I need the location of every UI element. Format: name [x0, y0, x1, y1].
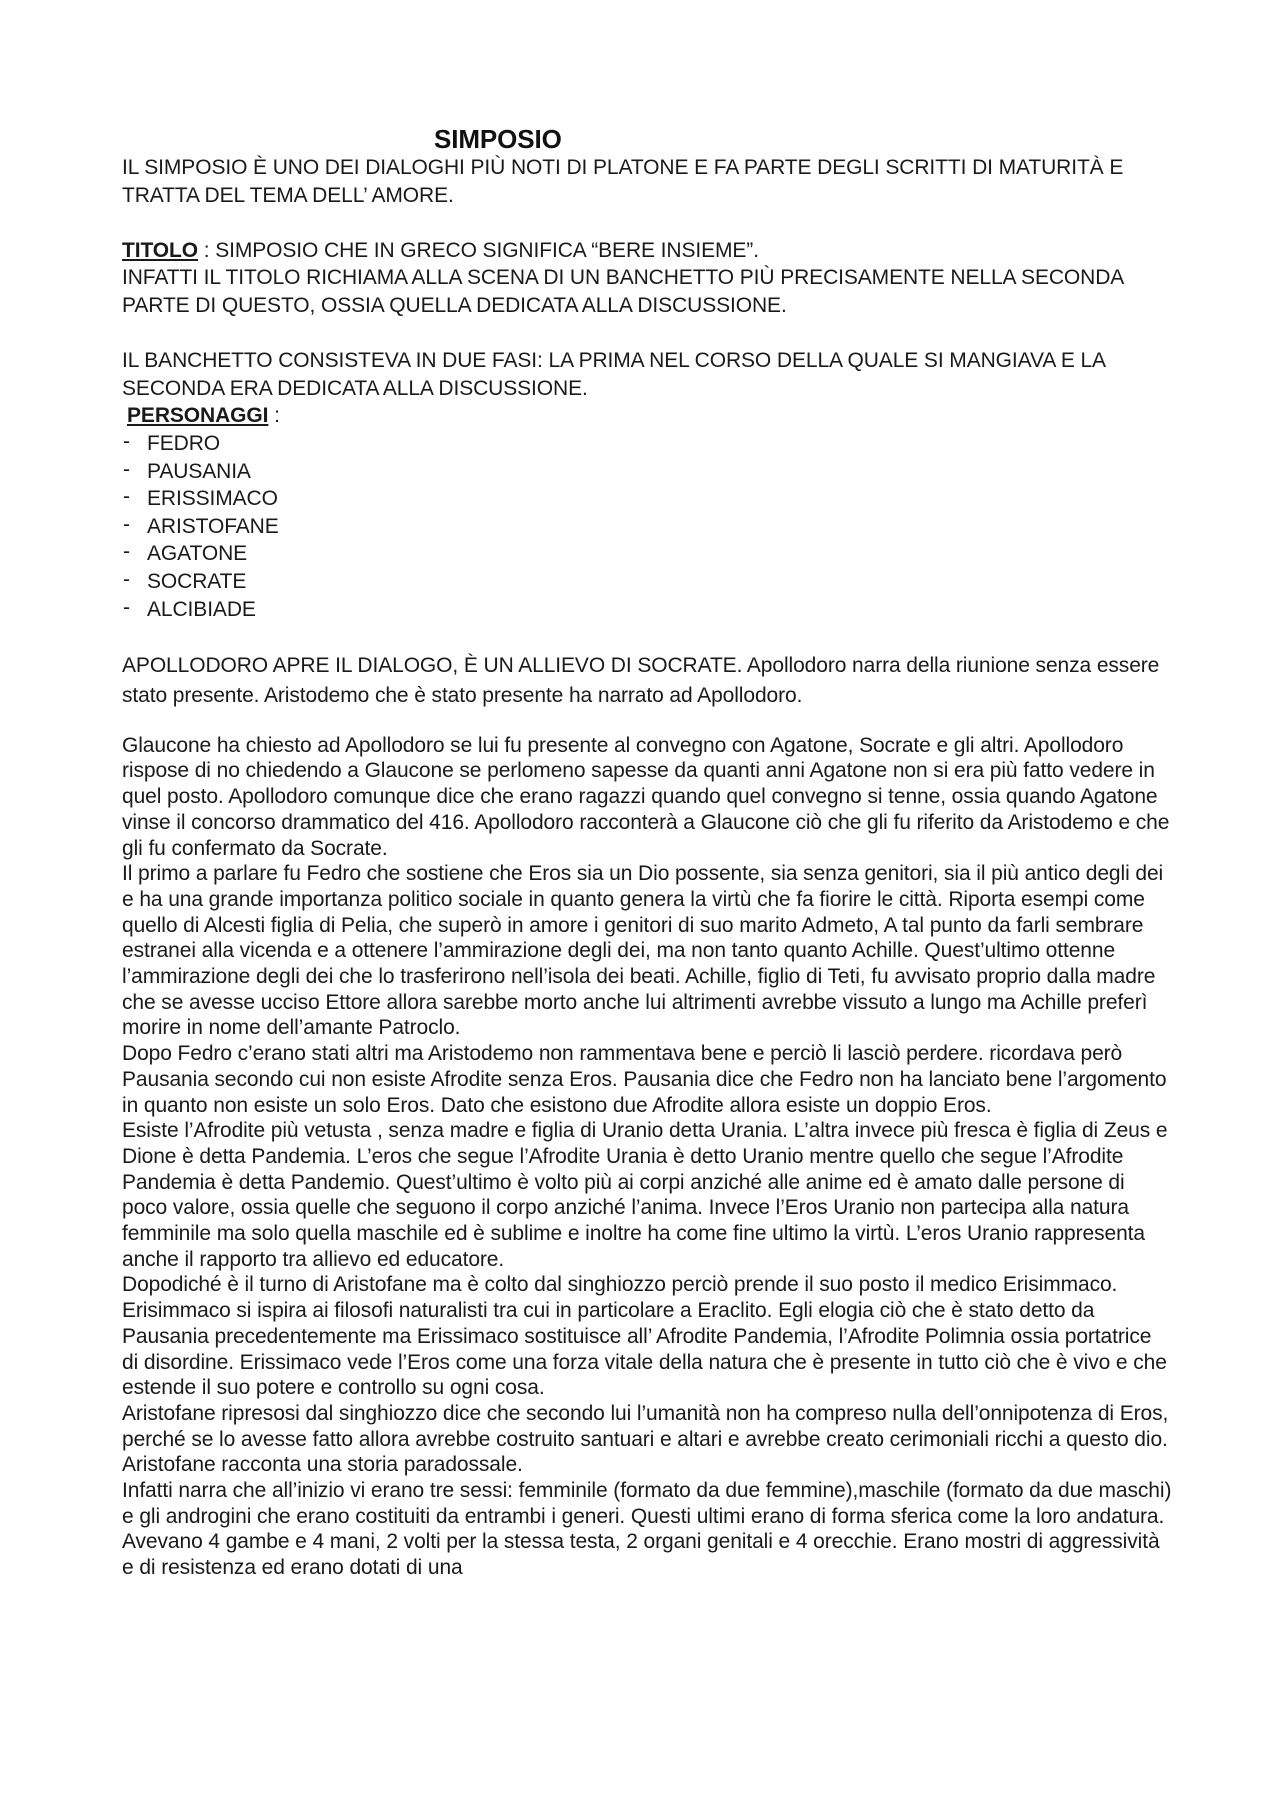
personaggi-suffix: :	[268, 404, 280, 428]
spacer	[122, 320, 1172, 348]
body-paragraph: Dopodiché è il turno di Aristofane ma è colto dal singhiozzo perciò prende il suo posto il medico Erisimmaco.	[122, 1273, 1118, 1297]
character-name: FEDRO	[147, 431, 221, 455]
list-dash: -	[123, 567, 130, 591]
banchetto-paragraph: IL BANCHETTO CONSISTEVA IN DUE FASI: LA PRIMA NEL CORSO DELLA QUALE SI MANGIAVA E LA SECONDA ERA DEDICATA ALLA DISCUSSIONE.	[122, 349, 1105, 400]
characters-list	[122, 430, 1172, 623]
character-item	[122, 458, 1172, 486]
character-name: PAUSANIA	[147, 459, 251, 483]
apollodoro-paragraph: APOLLODORO APRE IL DIALOGO, È UN ALLIEVO DI SOCRATE. Apollodoro narra della riunione senza essere stato presente. Aristodemo che è stato presente ha narrato ad Apollodoro.	[122, 653, 1160, 707]
list-dash: -	[123, 429, 130, 453]
character-item	[122, 430, 1172, 458]
list-dash: -	[123, 457, 130, 481]
character-name: ARISTOFANE	[147, 514, 279, 538]
titolo-continuation: INFATTI IL TITOLO RICHIAMA ALLA SCENA DI UN BANCHETTO PIÙ PRECISAMENTE NELLA SECONDA PARTE DI QUESTO, OSSIA QUELLA DEDICATA ALLA DISCUSSIONE.	[122, 266, 1124, 317]
body-text	[122, 733, 1172, 1581]
personaggi-label: PERSONAGGI	[127, 404, 269, 428]
body-paragraph: Esiste l’Afrodite più vetusta , senza madre e figlia di Uranio detta Urania. L’altra invece più fresca è figlia di Zeus e Dione è detta Pandemia. L’eros che segue l’Afrodite Urania è detto Uranio mentre quello che segue l’Afrodite Pandemia è detta Pandemio. Quest’ultimo è volto più ai corpi anziché alle anime ed è amato dalle persone di poco valore, ossia quelle che seguono il corpo anziché l’anima. Invece l’Eros Uranio non partecipa alla natura femminile ma solo quella maschile ed è sublime e inoltre ha come fine ultimo la virtù. L’eros Uranio rappresenta anche il rapporto tra allievo ed educatore.	[122, 1119, 1168, 1271]
intro-paragraph: IL SIMPOSIO È UNO DEI DIALOGHI PIÙ NOTI DI PLATONE E FA PARTE DEGLI SCRITTI DI MATURITÀ E TRATTA DEL TEMA DELL’ AMORE.	[122, 156, 1124, 207]
list-dash: -	[123, 595, 130, 619]
personaggi-heading	[122, 402, 1172, 430]
titolo-label: TITOLO	[122, 238, 199, 262]
titolo-paragraph	[122, 237, 1172, 265]
character-item	[122, 540, 1172, 568]
character-item	[122, 513, 1172, 541]
spacer	[122, 209, 1172, 237]
body-paragraph: Dopo Fedro c’erano stati altri ma Aristodemo non rammentava bene e perciò li lasciò perdere. ricordava però Pausania secondo cui non esiste Afrodite senza Eros. Pausania dice che Fedro non ha lanciato bene l’argomento in quanto non esiste un solo Eros. Dato che esistono due Afrodite allora esiste un doppio Eros.	[122, 1042, 1167, 1117]
list-dash: -	[123, 540, 130, 564]
character-item	[122, 596, 1172, 624]
list-dash: -	[123, 485, 130, 509]
body-paragraph: Infatti narra che all’inizio vi erano tre sessi: femminile (formato da due femmine),maschile (formato da due maschi) e gli androgini che erano costituiti da entrambi i generi. Questi ultimi erano di forma sferica come la loro andatura. Avevano 4 gambe e 4 mani, 2 volti per la stessa testa, 2 organi genitali e 4 orecchie. Erano mostri di aggressività e di resistenza ed erano dotati di una	[122, 1479, 1172, 1580]
body-paragraph: Glaucone ha chiesto ad Apollodoro se lui fu presente al convegno con Agatone, Socrate e gli altri. Apollodoro rispose di no chiedendo a Glaucone se perlomeno sapesse da quanti anni Agatone non si era più fatto vedere in quel posto. Apollodoro comunque dice che erano ragazzi quando quel convegno si tenne, ossia quando Agatone vinse il concorso drammatico del 416. Apollodoro racconterà a Glaucone ciò che gli fu riferito da Aristodemo e che gli fu confermato da Socrate.	[122, 733, 1170, 860]
body-paragraph: Il primo a parlare fu Fedro che sostiene che Eros sia un Dio possente, sia senza genitori, sia il più antico degli dei e ha una grande importanza politico sociale in quanto genera la virtù che fa fiorire le città. Riporta esempi come quello di Alcesti figlia di Pelia, che superò in amore i genitori di suo marito Admeto, A tal punto da farli sembrare estranei alla vicenda e a ottenere l’ammirazione degli dei, ma non tanto quanto Achille. Quest’ultimo ottenne l’ammirazione degli dei che lo trasferirono nell’isola dei beati. Achille, figlio di Teti, fu avvisato proprio dalla madre che se avesse ucciso Ettore allora sarebbe morto anche lui altrimenti avrebbe vissuto a lungo ma Achille preferì morire in nome dell’amante Patroclo.	[122, 862, 1164, 1040]
titolo-text: : SIMPOSIO CHE IN GRECO SIGNIFICA “BERE INSIEME”.	[198, 238, 759, 262]
character-item	[122, 485, 1172, 513]
body-paragraph: Erisimmaco si ispira ai filosofi naturalisti tra cui in particolare a Eraclito. Egli elogia ciò che è stato detto da Pausania precedentemente ma Erissimaco sostituisce all’ Afrodite Pandemia, l’Afrodite Polimnia ossia portatrice di disordine. Erissimaco vede l’Eros come una forza vitale della natura che è presente in tutto ciò che è vivo e che estende il suo potere e controllo su ogni cosa.	[122, 1299, 1167, 1400]
character-name: ERISSIMACO	[147, 487, 278, 511]
body-paragraph: Aristofane ripresosi dal singhiozzo dice che secondo lui l’umanità non ha compreso nulla dell’onnipotenza di Eros, perché se lo avesse fatto allora avrebbe costruito santuari e altari e avrebbe creato cerimoniali ricchi a questo dio. Aristofane racconta una storia paradossale.	[122, 1401, 1169, 1477]
document-page	[122, 124, 1172, 1581]
list-dash: -	[123, 512, 130, 536]
character-name: AGATONE	[147, 542, 248, 566]
document-title: SIMPOSIO	[434, 124, 562, 154]
character-name: ALCIBIADE	[147, 597, 256, 621]
character-name: SOCRATE	[147, 569, 247, 593]
character-item	[122, 568, 1172, 596]
spacer	[122, 711, 1172, 733]
spacer	[122, 623, 1172, 651]
